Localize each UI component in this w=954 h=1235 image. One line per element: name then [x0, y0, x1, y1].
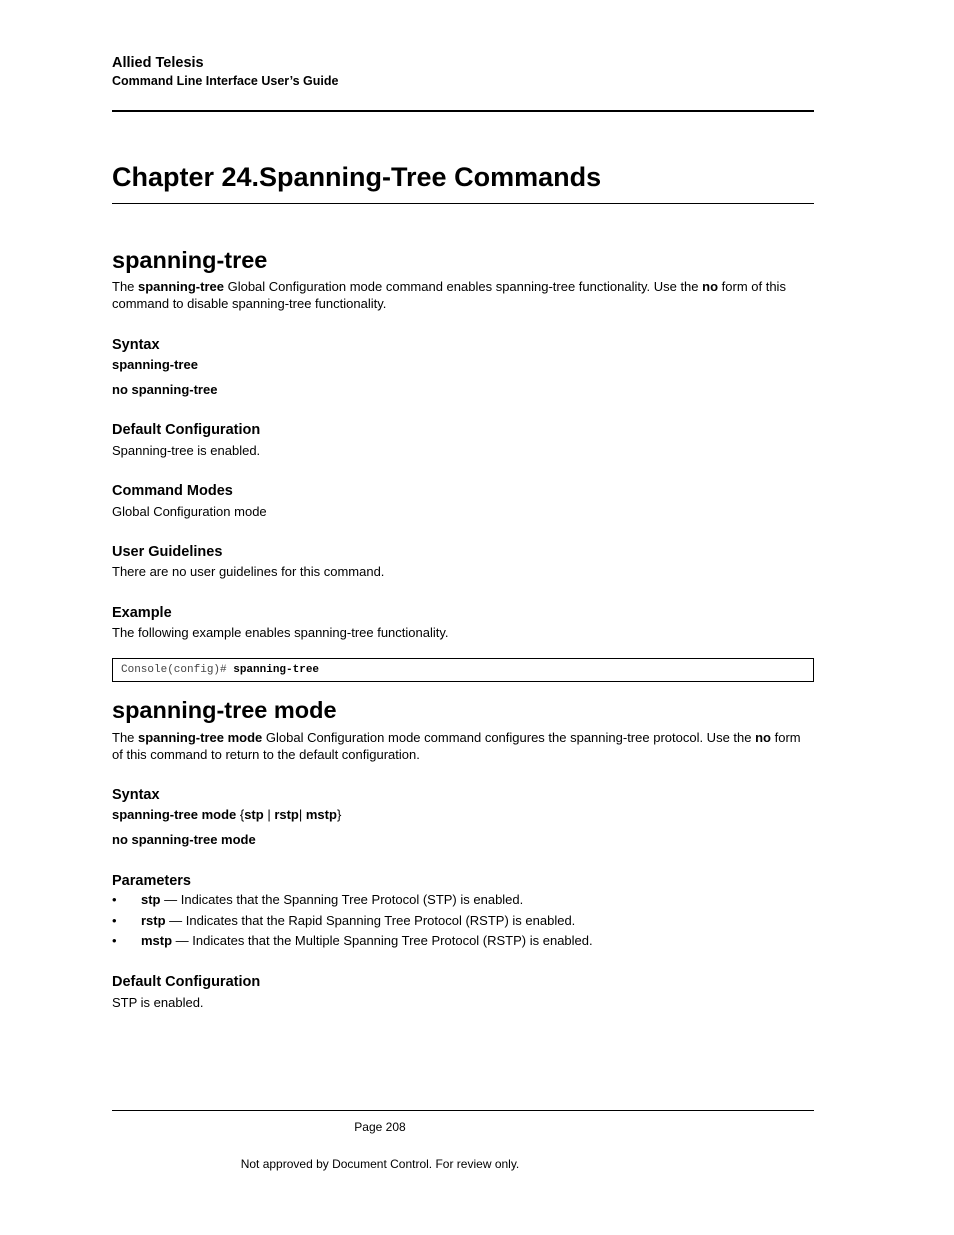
default-heading: Default Configuration [112, 422, 261, 438]
modes-text: Global Configuration mode [112, 504, 267, 519]
parameter-text: — Indicates that the Spanning Tree Protocol (STP) is enabled. [160, 892, 524, 907]
code-command: spanning-tree [233, 664, 320, 676]
syntax-line: spanning-tree [112, 357, 198, 372]
parameters-heading: Parameters [112, 873, 191, 889]
syntax-line [112, 806, 814, 823]
parameter-item [112, 890, 814, 911]
desc-keyword: no [702, 279, 719, 294]
desc-text: The [112, 279, 139, 294]
default-heading: Default Configuration [112, 974, 261, 990]
section-title: spanning-tree mode [112, 697, 337, 723]
syntax-line: no spanning-tree mode [112, 832, 256, 847]
desc-text: form of this command to disable spanning-tree functionality. [112, 279, 786, 311]
section-spanning-tree-mode-title-wrap [112, 696, 814, 724]
syntax-line: no spanning-tree [112, 382, 218, 397]
modes-heading: Command Modes [112, 483, 233, 499]
parameters-list [112, 890, 814, 952]
chapter-title: Chapter 24.Spanning-Tree Commands [112, 162, 602, 192]
chapter-rule [112, 203, 814, 204]
parameter-text: — Indicates that the Rapid Spanning Tree Protocol (RSTP) is enabled. [165, 912, 576, 928]
desc-text: Global Configuration mode command enables spanning-tree functionality. Use the [223, 279, 703, 294]
example-heading: Example [112, 605, 172, 621]
code-prompt: Console(config)# [121, 664, 234, 676]
syntax-option: mstp [305, 807, 337, 822]
parameter-item [112, 931, 814, 952]
parameter-name: mstp [141, 933, 173, 948]
syntax-brace: { [239, 807, 245, 822]
desc-command: spanning-tree mode [138, 730, 263, 745]
parameter-name: rstp [141, 912, 166, 928]
default-text: Spanning-tree is enabled. [112, 443, 261, 458]
parameter-text: — Indicates that the Multiple Spanning Tree Protocol (RSTP) is enabled. [172, 933, 593, 948]
syntax-brace: } [336, 807, 342, 822]
parameter-name: stp [141, 892, 161, 907]
parameter-item [112, 911, 814, 932]
bullet-icon: • [112, 912, 117, 928]
bullet-icon: • [112, 892, 117, 907]
section-spanning-tree-title-wrap [112, 246, 814, 274]
header-rule [112, 110, 814, 112]
syntax-heading: Syntax [112, 787, 160, 803]
syntax-separator: | [298, 807, 306, 822]
footer-rule [112, 1110, 814, 1111]
guidelines-text: There are no user guidelines for this command. [112, 564, 385, 579]
syntax-heading: Syntax [112, 337, 160, 353]
syntax-separator: | [263, 807, 275, 822]
desc-command: spanning-tree [138, 279, 224, 294]
desc-text: form of this command to return to the default configuration. [112, 730, 801, 762]
bullet-icon: • [112, 933, 117, 948]
footer-review-note: Not approved by Document Control. For review only. [240, 1157, 520, 1171]
desc-keyword: no [755, 730, 771, 745]
section-description [112, 278, 814, 312]
header-guide-title: Command Line Interface User’s Guide [112, 74, 339, 88]
example-text: The following example enables spanning-tree functionality. [112, 625, 449, 640]
syntax-option: stp [244, 807, 264, 822]
header-company: Allied Telesis [112, 55, 204, 71]
footer-page-number: Page 208 [354, 1120, 406, 1134]
syntax-command: spanning-tree mode [112, 807, 240, 822]
desc-text: The [112, 730, 139, 745]
code-example-box [112, 658, 814, 682]
section-description [112, 729, 814, 763]
section-title: spanning-tree [112, 247, 268, 273]
default-text: STP is enabled. [112, 995, 204, 1010]
desc-text: Global Configuration mode command configures the spanning-tree protocol. Use the [262, 730, 756, 745]
syntax-option: rstp [274, 807, 299, 822]
guidelines-heading: User Guidelines [112, 544, 223, 560]
